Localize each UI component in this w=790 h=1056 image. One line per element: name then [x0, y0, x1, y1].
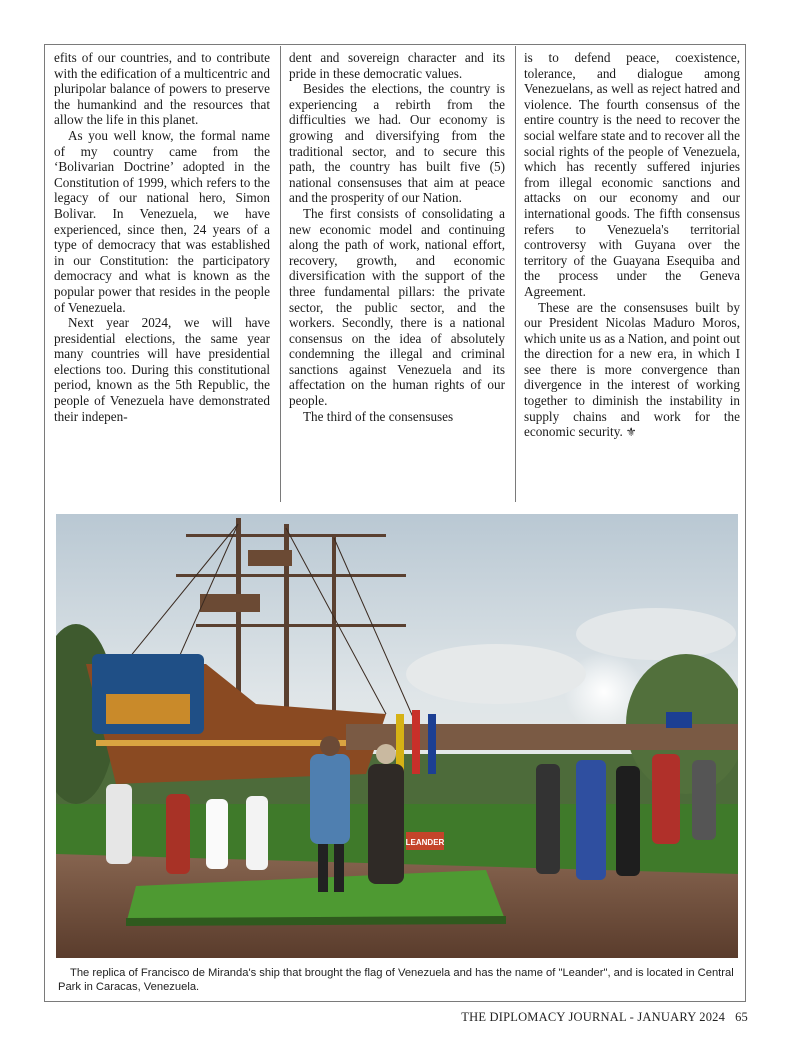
- hull-band: [96, 740, 356, 746]
- paragraph: is to defend peace, coexistence, tolerance, and dialogue among Venezuelans, as well as reject hatred and violence. The fourth consensus of the entire country is the need to recover the social welfare state and to recover all the social rights of the people of Venezuela, which has recently suffered injuries from illegal economic sanctions and attacks on our economy and our international goods. The fifth consensus refers to Venezuela's territorial controversy with Guyana over the territory of the Guayana Esequiba and the process under the Geneva Agreement.: [524, 50, 740, 299]
- paragraph-text: These are the consensuses built by our President Nicolas Maduro Moros, which unite us as a Nation, and point out the direction for a new era, in which I see there is more convergence than divergence in the interest of working together to diminish the instability in supply chains and work for the economic security.: [524, 299, 740, 440]
- ship-photo: [56, 514, 738, 958]
- photo-caption: The replica of Francisco de Miranda's ship that brought the flag of Venezuela and has the name of "Leander", and is located in Central Park in Caracas, Venezuela.: [58, 967, 734, 993]
- journal-name: THE DIPLOMACY JOURNAL - JANUARY 2024: [461, 1010, 726, 1024]
- yard: [196, 624, 406, 627]
- cloud: [576, 608, 736, 660]
- cloud: [406, 644, 586, 704]
- column-rule: [515, 46, 516, 502]
- mast: [332, 534, 336, 734]
- crow-nest: [200, 594, 260, 612]
- flag: [412, 710, 420, 774]
- stern-windows: [106, 694, 190, 724]
- yard: [186, 534, 386, 537]
- text-column-3: [524, 50, 740, 441]
- leander-sign-text: LEANDER: [405, 838, 445, 847]
- text-column-1: [54, 50, 270, 424]
- paragraph: The first consists of consolidating a new economic model and continuing along the path of work, national effort, recovery, growth, and economic diversification with the support of the three fundamental pillars: the private sector, the public sector, and the workers. Secondly, there is a national consensus on the idea of absolutely condemning the illegal and criminal sanctions against Venezuela and its affectation on the human rights of our people.: [289, 205, 505, 409]
- paragraph: The third of the consensuses: [303, 408, 454, 424]
- crow-nest: [248, 550, 292, 566]
- paragraph: As you well know, the formal name of my country came from the ‘Bolivarian Doctrine’ adopted in the Constitution of 1999, which refers to the legacy of our national hero, Simon Bolivar. In Venezuela, we have experienced, since then, 24 years of a type of democracy that was established in our Constitution: the participatory democracy and what is known as the popular power that resides in the people of Venezuela.: [54, 127, 270, 315]
- paragraph: Besides the elections, the country is experiencing a rebirth from the difficulties we had. Our economy is growing and diversifying from the traditional sector, and to secure this path, the country has built five (5) national consensuses that aim at peace and the prosperity of our Nation.: [289, 81, 505, 206]
- column-rule: [280, 46, 281, 502]
- paragraph: [524, 300, 740, 441]
- yard: [176, 574, 406, 577]
- paragraph: Next year 2024, we will have presidential elections, the same year many countries will have presidential elections too. During this constitutional period, known as the 5th Republic, the people of Venezuela have demonstrated their indepen-: [54, 315, 270, 424]
- paragraph: efits of our countries, and to contribute with the edification of a multicentric and pluripolar balance of powers to preserve the humankind and the resources that allow the life in this planet.: [54, 50, 270, 128]
- flag: [428, 714, 436, 774]
- garland: [126, 920, 506, 922]
- page-number: 65: [735, 1010, 748, 1024]
- paragraph: dent and sovereign character and its pride in these democratic values.: [289, 50, 505, 81]
- text-column-2: [289, 50, 505, 424]
- flag: [666, 712, 692, 728]
- page-footer: [461, 1010, 748, 1025]
- fleur-de-lis-icon: ⚜: [625, 425, 637, 440]
